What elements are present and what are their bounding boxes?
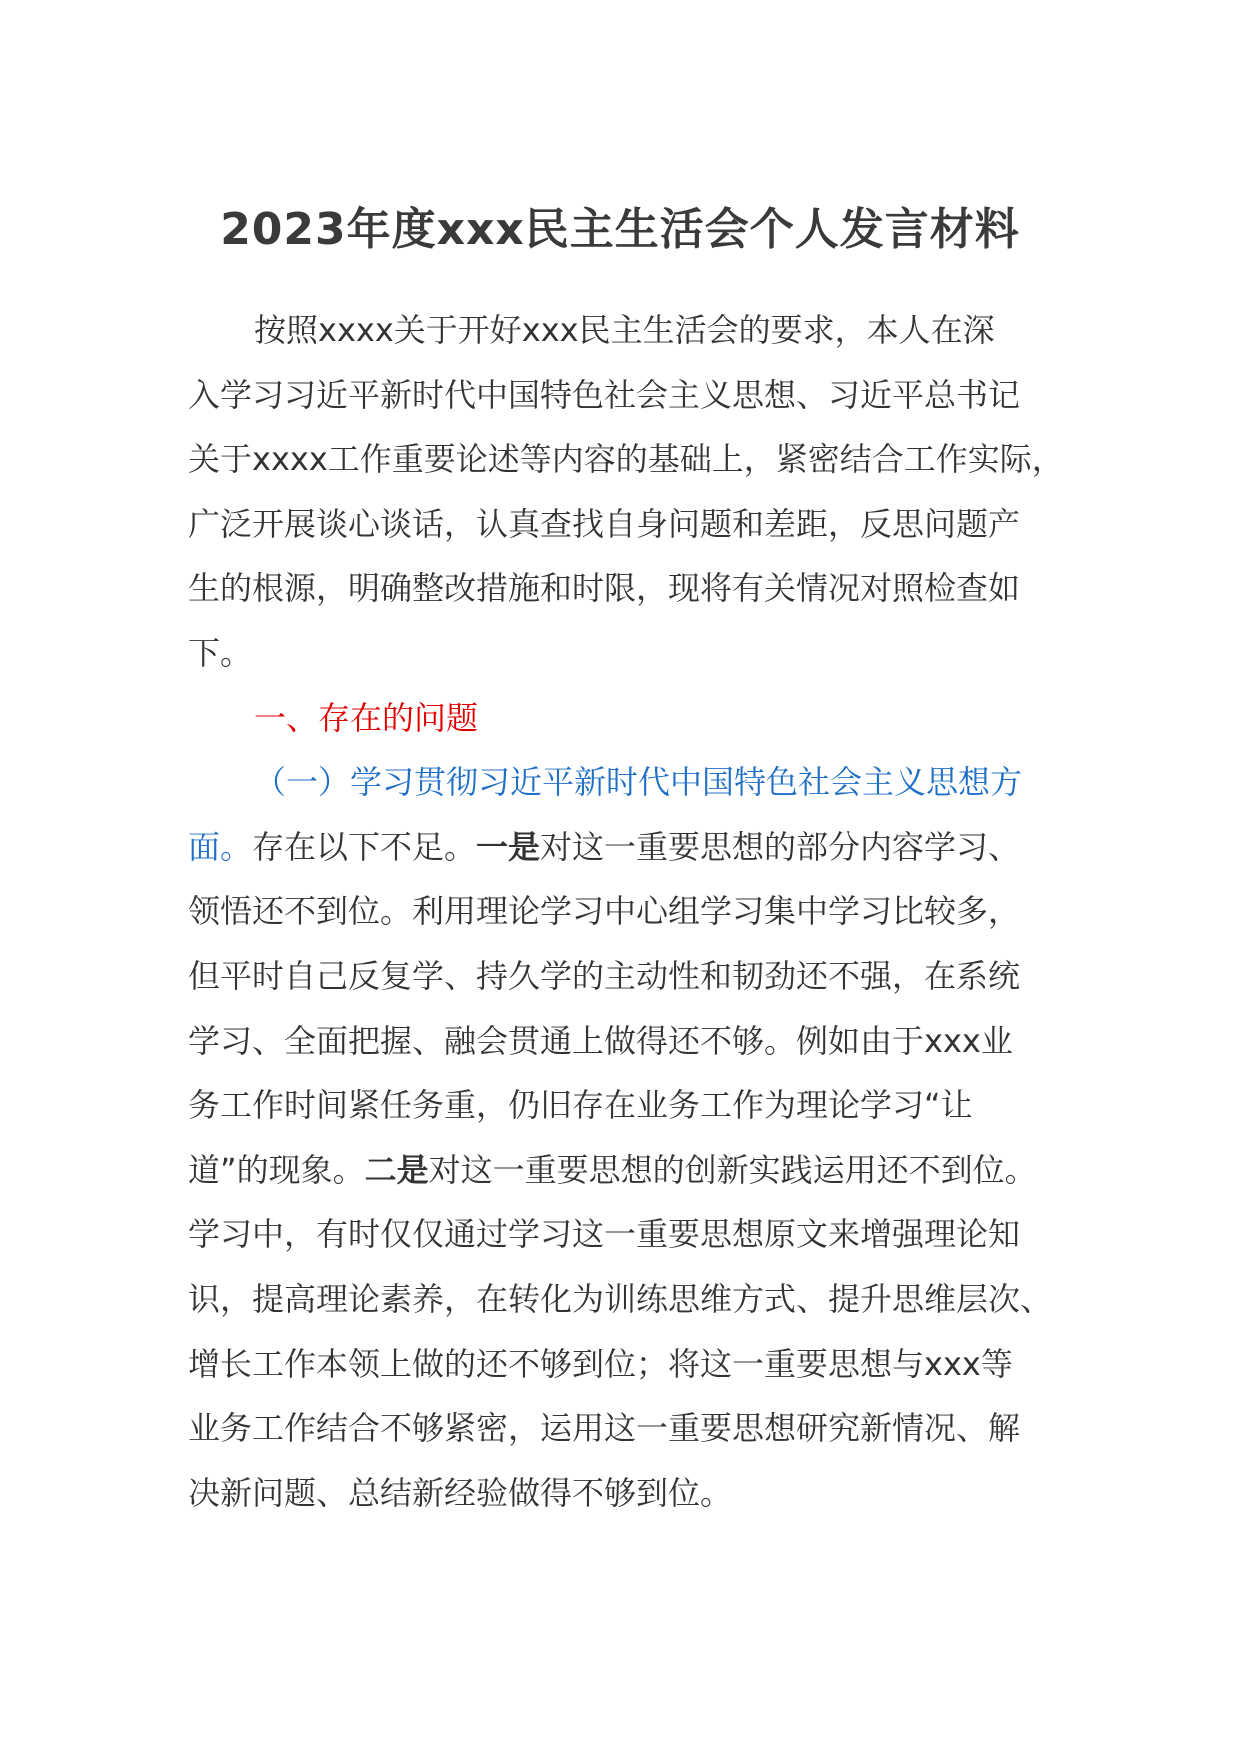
subsection-heading: （一）学习贯彻习近平新时代中国特色社会主义思想方 [254,763,1023,802]
paragraph-line: 增长工作本领上做的还不够到位；将这一重要思想与xxx等 [188,1344,1013,1383]
paragraph-text: 对这一重要思想的部分内容学习、 [540,827,1021,866]
paragraph-line [188,815,1078,880]
paragraph-line: 决新问题、总结新经验做得不够到位。 [188,1473,733,1512]
paragraph-line: 学习、全面把握、融会贯通上做得还不够。例如由于xxx业 [188,1021,1013,1060]
paragraph-line: 但平时自己反复学、持久学的主动性和韧劲还不强，在系统 [188,956,1021,995]
paragraph-text: 道”的现象。 [188,1150,365,1189]
document-title: 2023年度xxx民主生活会个人发言材料 [220,204,1020,255]
subsection-heading-end: 面。 [188,827,253,866]
point-marker-one: 一是 [476,827,541,866]
paragraph-line [188,1138,1078,1203]
intro-line: 关于xxxx工作重要论述等内容的基础上，紧密结合工作实际， [188,440,1064,479]
paragraph-line: 学习中，有时仅仅通过学习这一重要思想原文来增强理论知 [188,1215,1021,1254]
paragraph-text: 存在以下不足。 [252,827,477,866]
paragraph-text: 对这一重要思想的创新实践运用还不到位。 [428,1150,1037,1189]
intro-line: 生的根源，明确整改措施和时限，现将有关情况对照检查如 [188,569,1021,608]
document-body [188,298,1078,1525]
paragraph-line: 识，提高理论素养，在转化为训练思维方式、提升思维层次、 [188,1279,1053,1318]
intro-line: 下。 [188,633,253,672]
intro-line: 入学习习近平新时代中国特色社会主义思想、习近平总书记 [188,375,1021,414]
section-heading: 一、存在的问题 [254,698,479,737]
intro-line: 按照xxxx关于开好xxx民主生活会的要求，本人在深 [254,311,995,349]
paragraph-line: 务工作时间紧任务重，仍旧存在业务工作为理论学习“让 [188,1086,973,1125]
point-marker-two: 二是 [364,1150,429,1189]
intro-line: 广泛开展谈心谈话，认真查找自身问题和差距，反思问题产 [188,504,1021,543]
paragraph-line: 领悟还不到位。利用理论学习中心组学习集中学习比较多， [188,892,1021,931]
paragraph-line: 业务工作结合不够紧密，运用这一重要思想研究新情况、解 [188,1409,1021,1448]
